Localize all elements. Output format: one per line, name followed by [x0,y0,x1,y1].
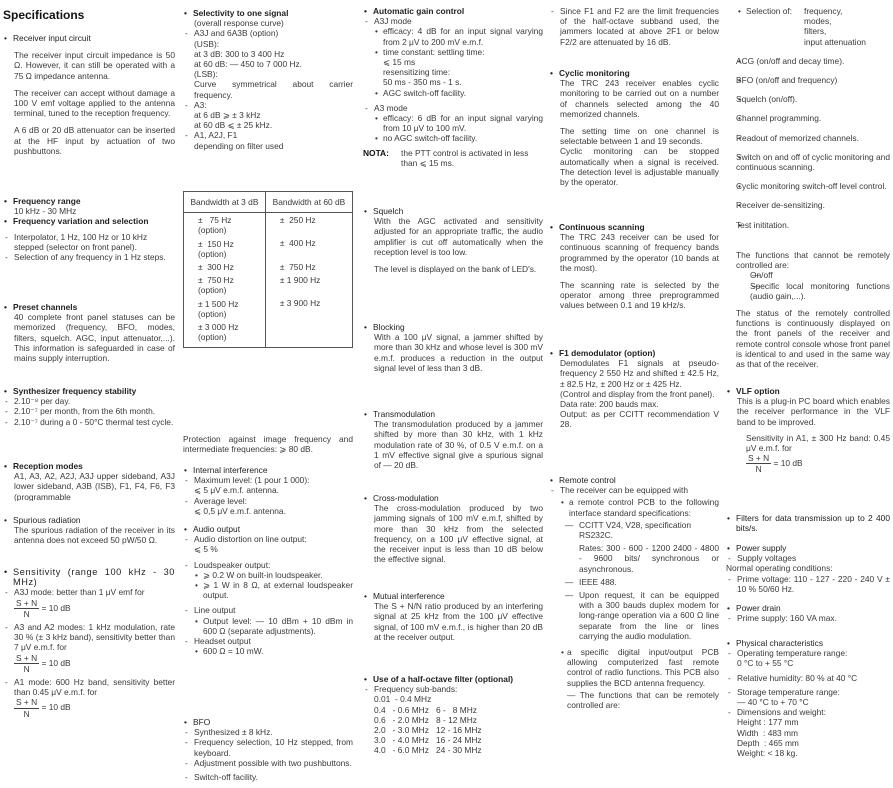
paragraph: Cyclic monitoring can be stopped automatically when a signal is received. The detection level is adjustable manually by the operator. [560,146,719,188]
sub-band: 12 - 16 MHz [436,725,482,736]
formula-result: = 10 dB [41,602,71,613]
list-item: - Interpolator, 1 Hz, 100 Hz or 10 kHz stepped (selector on front panel). [3,232,175,252]
list-item: - Line output [183,605,353,615]
section-half-octave [363,674,543,756]
formula [726,453,890,474]
section-remote-control [549,475,719,710]
cell-note: (option) [198,225,227,236]
section-heading: • Continuous scanning [549,222,719,232]
paragraph: The receiver can accept without damage a 100 V emf voltage applied to the antenna terminal, tuned to the reception frequency. [14,87,175,119]
section-heading: • Power drain [726,603,890,613]
text-line: at 6 dB ⩾ ± 3 kHz [194,110,261,121]
cell-value: ± 750 Hz [198,275,234,286]
nota-text: the PTT control is activated in less than ⩽ 15 ms. [401,147,529,168]
sub-band: 16 - 24 MHz [436,735,482,746]
paragraph: This is a plug-in PC board which enables the receiver performance in the VLF band to be improved. [737,396,890,427]
text-line: 0 °C to + 55 °C [737,658,794,669]
cell-value: ± 3 000 Hz [198,322,239,333]
section-blocking [363,322,543,373]
section-heading: • Transmodulation [363,409,543,419]
list-subitem: • efficacy: 6 dB for an input signal varying from 10 μV to 100 mV. [363,113,543,133]
section-filters [726,513,890,533]
selection-option: modes, [804,16,832,27]
list-item: - Loudspeaker output: [183,560,353,570]
text-line: at 3 dB: 300 to 3 400 Hz [194,48,285,59]
text-line: On/off [750,270,773,281]
list-item: - Audio distortion on line output: [183,534,353,544]
cell-note: (option) [198,285,227,296]
section-reception-modes [3,461,175,501]
formula-numerator: S + N [16,597,38,608]
list-subitem: • a specific digital input/output PCB allowing computerized fast remote control of radio functions. This PCB also supplies the BCD antenna frequency. [549,647,719,688]
paragraph: Output: as per CCITT recommendation V 28. [560,409,719,430]
nota [363,148,543,168]
formula-numerator: S + N [16,652,38,663]
list-subitem: • efficacy: 4 dB for an input signal varying from 2 μV to 200 mV e.m.f. [363,26,543,46]
section-heading: • Mutual interference [363,591,543,601]
list-item: - A3J and 6A3B (option) [183,28,353,38]
text-line: ⩽ 0,5 μV e.m.f. antenna. [194,505,286,516]
section-cyclic-monitoring [549,68,719,187]
table-header-row [184,192,353,213]
list-item: - 2.10⁻⁸ per day. [3,396,175,406]
section-heading: • Blocking [363,322,543,332]
section-frequency-range [3,196,175,262]
paragraph: (Control and display from the front panel). [560,388,715,399]
cell-value: ± 1 500 Hz [198,298,239,309]
sub-band: 2.0 - 3.0 MHz [374,725,429,736]
list-subitem: • AGC switch-off facility. [363,88,543,98]
list-item: - Operating temperature range: [726,648,890,658]
list-item: - 2.10⁻⁷ during a 0 - 50°C thermal test cycle. [3,417,175,427]
text-line: — 40 °C to + 70 °C [737,697,809,708]
list-subitem: • time constant: settling time: [363,47,543,57]
sub-band: 0.01 - 0.4 MHz [374,694,432,705]
list-subsubitem: — CCITT V24, V28, specification RS232C. [549,520,719,540]
paragraph: The S + N/N ratio produced by an interfering signal at 25 kHz from the 100 μV effective signal, of 100 mV e.m.f., is higher than 20 dB at the receiver output. [374,601,543,642]
list-item: - Supply voltages [726,553,890,563]
text-line: (overall response curve) [194,18,284,29]
list-item: - Relative humidity: 80 % at 40 °C [726,673,890,683]
text-line: depending on filter used [194,140,284,151]
paragraph: Sensitivity in A1, ± 300 Hz band: 0.45 μV e.m.f. for [746,432,890,454]
paragraph: The spurious radiation of the receiver in its antenna does not exceed 50 pW/50 Ω. [14,525,175,546]
section-heading: • Cross-modulation [363,493,543,503]
formula-result: = 10 dB [773,458,803,469]
list-item: • BFO (on/off and frequency) [726,75,890,85]
list-subsubitem: — IEEE 488. [549,577,719,587]
table-row [184,213,353,348]
list-item: - The receiver can be equipped with [549,485,719,495]
formula-denominator: N [23,608,30,619]
paragraph: With the AGC activated and sensitivity adjusted for an appropriate traffic, the audio amplifier is cut off automatically when the reception level is too low. [374,216,543,257]
list-item: - Selection of any frequency in 1 Hz steps. [3,252,175,262]
list-item: - 2.10⁻⁷ per month, from the 6th month. [3,406,175,416]
section-heading: • Filters for data transmission up to 2 400 bits/s. [726,513,890,533]
section-remote-functions [726,6,890,230]
paragraph: Data rate: 200 bauds max. [560,399,659,410]
section-power-drain [726,603,890,623]
cell-value: ± 150 Hz [198,238,234,249]
list-item: - Frequency sub-bands: [363,684,543,694]
text-line: resensitizing time: [383,67,451,78]
bandwidth-table [183,191,353,348]
section-heading: • Frequency range [3,196,175,206]
section-heading: • F1 demodulator (option) [549,348,719,358]
frequency-range-value: 10 kHz - 30 MHz [14,206,77,217]
list-item: - A1, A2J, F1 [183,130,353,140]
list-item: - Maximum level: (1 pour 1 000): [183,475,353,485]
dimension-line: Depth : 465 mm [737,737,799,748]
sub-band: 24 - 30 MHz [436,745,482,756]
list-subitem: • ⩾ 1 W in 8 Ω, at external loudspeaker output. [183,580,353,600]
cell-note: (option) [198,308,227,319]
section-heading: • Preset channels [3,302,175,312]
formula-denominator: N [23,708,30,719]
section-agc [363,6,543,168]
list-subitem: • 600 Ω = 10 mW. [183,646,353,656]
text-line: (USB): [194,38,220,49]
sub-band: 0.4 - 0.6 MHz [374,704,429,715]
section-cross-modulation [363,493,543,564]
list-item [736,281,890,301]
section-sensitivity [3,567,175,719]
list-item: - Switch-off facility. [183,772,353,782]
paragraph: The TRC 243 receiver can be used for continuous scanning of frequency bands programmed by the operator (10 bands at the most). [560,232,719,273]
selection-option: frequency, [804,6,843,16]
dimension-line: Width : 483 mm [737,727,798,738]
list-item: - A3: [183,100,353,110]
text-line: ⩽ 15 ms [383,57,416,68]
cell-value: ± 400 Hz [279,238,316,249]
list-item: - Dimensions and weight: [726,707,890,717]
list-item: - Average level: [183,496,353,506]
text-line: Rates: 300 - 600 - 1200 2400 - 4800 - 9600 bits/ synchronous or asynchronous. [579,543,719,574]
list-item: • Channel programming. [726,113,890,123]
paragraph: The setting time on one channel is selectable between 1 and 19 seconds. [560,126,719,147]
cell-note: (option) [198,248,227,259]
list-item-selection [726,6,890,47]
formula [3,598,175,619]
table-header: Bandwidth at 60 dB [265,192,352,213]
sub-band: 6 - 8 MHz [436,704,477,715]
list-item: • Cyclic monitoring switch-off level control. [726,181,890,191]
text-line: ⩽ 5 % [194,544,218,555]
list-subitem: • ⩾ 0.2 W on built-in loudspeaker. [183,570,353,580]
list-item: - A1 mode: 600 Hz band, sensitivity better than 0.45 μV e.m.f. for [3,677,175,697]
section-audio-output [183,524,353,656]
paragraph: The level is displayed on the bank of LED's. [374,264,537,275]
list-item: • Readout of memorized channels. [726,133,890,143]
list-item: - Prime supply: 160 VA max. [726,613,890,623]
formula-result: = 10 dB [41,702,71,713]
paragraph: Protection against image frequency and intermediate frequencies: ⩾ 80 dB. [183,434,353,455]
list-subsubitem: — Upon request, it can be equipped with a 300 bauds duplex modem for long-range operation via a 600 Ω line separate from the line or lines carrying the audio modulation. [549,590,719,641]
section-bfo [183,717,353,782]
list-item: • Switch on and off of cyclic monitoring and continuous scanning. [726,152,890,172]
section-spurious [3,515,175,546]
sub-band: 8 - 12 MHz [436,714,477,725]
paragraph: A1, A3, A2, A2J, A3J upper sideband, A3J lower sideband, A3B (ISB), F1, F4, F6, F3 (programmable [14,471,175,502]
table-cell [265,213,352,348]
list-item: - A3 mode [363,103,543,113]
formula-numerator: S + N [748,453,770,464]
formula-denominator: N [755,464,762,475]
section-heading: • Automatic gain control [363,6,543,16]
sub-band: 3.0 - 4.0 MHz [374,735,429,746]
text-line: at 60 dB: — 450 to 7 000 Hz. [194,59,303,70]
cell-value: ± 750 Hz [279,261,316,272]
sub-band [436,694,506,704]
list-item: - A3J mode: better than 1 μV emf for [3,587,175,597]
sub-bands-list [363,694,543,755]
section-vlf [726,386,890,475]
paragraph: The scanning rate is selected by the operator among three preprogrammed values between 0.1 and 19 kHz/s. [560,280,719,311]
page-title: Specifications [3,8,85,22]
section-heading: • Audio output [183,524,353,534]
section-heading: • Squelch [363,206,543,216]
section-selectivity [183,8,353,151]
section-heading: • Remote control [549,475,719,485]
text-line: at 60 dB ⩽ ± 25 kHz. [194,120,273,131]
list-item: • Test inititation. [726,220,890,230]
cell-value: ± 75 Hz [198,215,232,226]
paragraph: 40 complete front panel statuses can be memorized (frequency, BFO, modes, filters, squelch. AGC, input attenuator,...). This information is safeguarded in case of mains supply interruption. [14,312,175,364]
paragraph: A 6 dB or 20 dB attenuator can be inserted at the HF input by actuation of two pushbuttons. [14,125,175,156]
list-item: • Squelch (on/off). [726,94,890,104]
section-f1-demodulator [549,348,719,430]
list-item [736,270,890,280]
section-protection [183,434,353,454]
section-squelch [363,206,543,274]
paragraph: The receiver input circuit impedance is 50 Ω. However, it can still be operated with a 75 Ω impedance antenna. [14,50,175,81]
list-item: - A3J mode [363,16,543,26]
cell-note: (option) [198,332,227,343]
list-item: • ACG (on/off and decay time). [726,56,890,66]
section-heading: • Physical characteristics [726,638,890,648]
section-power-supply [726,543,890,594]
section-heading: • Use of a half-octave filter (optional) [363,674,543,684]
paragraph: The transmodulation produced by a jammer shifted by more than 30 kHz, with 1 kHz modulation rate of 30 %, of 0.5 V e.m.f. on a 1 mV effective signal give a spurious signal of — 20 dB. [374,419,543,471]
paragraph: Demodulates F1 signals at pseudo-frequency 2 550 Hz and shifted ± 42.5 Hz, ± 82.5 Hz, ± 200 Hz or ± 425 Hz. [560,358,719,389]
list-item: - Storage temperature range: [726,687,890,697]
list-item: - Since F1 and F2 are the limit frequencies of the half-octave subband used, the jammers located at above 2F1 or below F2/2 are attenuated by 16 dB. [549,6,719,47]
sub-band: 4.0 - 6.0 MHz [374,745,429,756]
cell-value: ± 250 Hz [279,215,316,226]
section-heading: • Reception modes [3,461,175,471]
selection-label: • Selection of: [746,6,793,16]
dimension-line: Height : 177 mm [737,717,799,728]
section-heading: • BFO [183,717,353,727]
table-cell [184,213,266,348]
formula-result: = 10 dB [41,657,71,668]
section-continuous-scanning [549,222,719,311]
cell-value: ± 1 900 Hz [279,274,321,285]
paragraph: The cross-modulation produced by two jamming signals of 100 mV e.m.f, shifted by more than 30 kHz from the selected frequency, on a 100 μV effective signal, at the receiver input is less than 10 dB below the effective signal. [374,503,543,565]
section-heading: • Power supply [726,543,890,553]
selection-options [804,6,890,47]
formula [3,653,175,674]
section-heading: • Spurious radiation [3,515,175,525]
nota-label: NOTA: [363,147,389,158]
paragraph: The functions that cannot be remotely controlled are: [736,250,890,271]
text-line: — The functions that can be remotely controlled are: [567,689,719,711]
text-line: (LSB): [194,69,218,80]
list-item: - Frequency selection, 10 Hz stepped, from keyboard. [183,737,353,757]
paragraph: With a 100 μV signal, a jammer shifted by more than 30 kHz and whose level is 300 mV e.m.f. produces a reduction in the output signal level of less than 3 dB. [374,332,543,373]
cell-value: ± 3 900 Hz [279,298,321,309]
paragraph: The TRC 243 receiver enables cyclic monitoring to be carried out on a number of channels selected among the 40 memorized channels. [560,78,719,119]
text-line: Specific local monitoring functions (audio gain,...). [750,280,890,301]
section-heading: • Receiver input circuit [3,33,175,43]
selection-option: input attenuation [804,36,866,47]
list-subitem: • a remote control PCB to the following interface standard specifications: [549,497,719,517]
section-mutual-interference [363,591,543,642]
text-line: Normal operating conditions: [726,563,833,574]
cell-value: ± 300 Hz [198,262,234,273]
text-line: ⩽ 5 μV e.m.f. antenna. [194,485,279,496]
section-preset-channels [3,302,175,363]
formula-denominator: N [23,663,30,674]
list-subitem: • no AGC switch-off facility. [363,133,543,143]
formula-numerator: S + N [16,697,38,708]
list-item: - Headset output [183,636,353,646]
section-heading: • VLF option [726,386,890,396]
list-item: - Adjustment possible with two pushbuttons. [183,758,353,768]
section-heading: • Synthesizer frequency stability [3,386,175,396]
section-internal-interference [183,465,353,516]
list-item: - A3 and A2 modes: 1 kHz modulation, rate 30 % (± 3 kHz band), sensitivity better than 7 μV e.m.f. for [3,622,175,653]
table-header: Bandwidth at 3 dB [184,192,266,213]
paragraph: The status of the remotely controlled functions is continuously displayed on the front panels of the receiver and remote control console whose front panel is identical to and used in the same way as that of the receiver. [736,308,890,370]
section-heading: • Selectivity to one signal [183,8,353,18]
section-heading: • Frequency variation and selection [3,216,175,226]
sub-band: 0.6 - 2.0 MHz [374,714,429,725]
section-physical [726,638,890,758]
selection-option: filters, [804,26,827,37]
list-item: - Synthesized ± 8 kHz. [183,727,353,737]
formula [3,697,175,718]
dimension-line: Weight: < 18 kg. [737,748,798,759]
list-item: • Receiver de-sensitizing. [726,200,890,210]
text-line: Curve symmetrical about carrier frequency. [194,79,353,100]
section-heading: • Sensitivity (range 100 kHz - 30 MHz) [3,567,175,587]
section-heading: • Cyclic monitoring [549,68,719,78]
section-receiver-input [3,33,175,156]
list-subitem: • Output level: — 10 dBm + 10 dBm in 600 Ω (separate adjustments). [183,616,353,636]
section-not-remote [726,250,890,369]
text-line: 50 ms - 350 ms - 1 s. [383,77,462,88]
section-since [549,6,719,47]
section-stability [3,386,175,427]
list-item: - Prime voltage: 110 - 127 - 220 - 240 V ± 10 % 50/60 Hz. [726,574,890,594]
section-transmodulation [363,409,543,470]
section-heading: • Internal interference [183,465,353,475]
